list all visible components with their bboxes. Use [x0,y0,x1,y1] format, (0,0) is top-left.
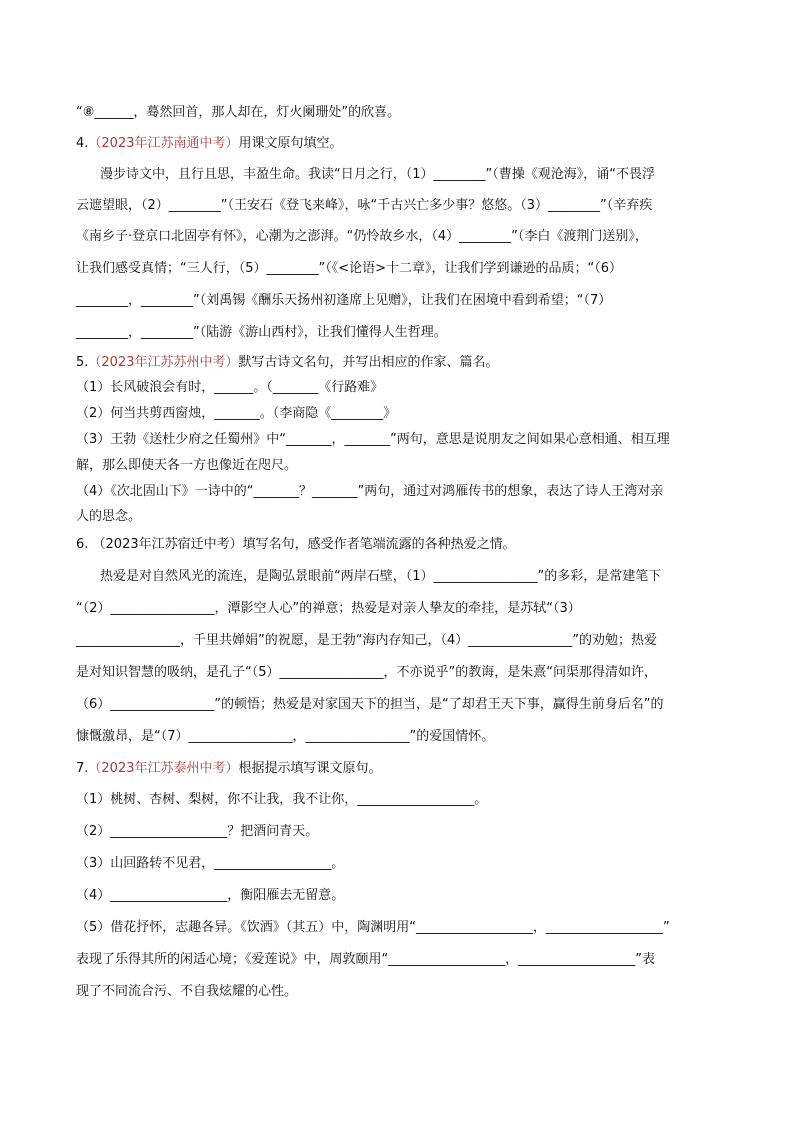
text-line: 解，那么即使天各一方也像近在咫尺。 [76,458,298,473]
text-line: “⑧______，蓦然回首，那人却在，灯火阑珊处”的欣喜。 [76,105,401,120]
text-line: （3）山回路转不见君，__________________。 [76,856,345,871]
text-line: 人的思念。 [76,509,142,524]
text-line: 热爱是对自然风光的流连，是陶弘景眼前“两岸石壁，（1）________________”的多彩，是常建笔下 [100,569,662,584]
question-title: 用课文原句填空。 [238,136,343,151]
text-line: 慷慨激昂，是“（7）________________，________________”的爱国情怀。 [76,729,495,744]
source-tag: （2023年江苏泰州中考） [88,761,239,776]
text-line: “（2）________________，潭影空人心”的禅意；热爱是对亲人挚友的牵挂，是苏轼“（3） [76,601,581,616]
text-line: ________，________”（陆游《游山西村》，让我们懂得人生哲理。 [76,325,447,340]
text-line: （6）________________”的顿悟；热爱是对家国天下的担当，是“了却君王天下事，赢得生前身后名”的 [76,697,664,712]
question-number: 5. [76,355,89,370]
text-line: （1）长风破浪会有时，______。（_______《行路难》 [76,380,384,395]
text-line: 表现了乐得其所的闲适心境；《爱莲说》中，周敦颐用“__________________，__________________”表 [76,952,655,967]
text-line: 让我们感受真情；“三人行，（5）________”（《<论语>十二章》，让我们学到谦逊的品质；“（6） [76,261,623,276]
question-title: 根据提示填写课文原句。 [238,761,382,776]
text-line: 是对知识智慧的吸纳，是孔子“（5）________________，不亦说乎”的教诲，是朱熹“问渠那得清如许， [76,665,657,680]
question-5-heading [76,354,499,372]
source-tag: （2023年江苏苏州中考） [88,355,239,370]
text-line: 《南乡子·登京口北固亭有怀》，心潮为之澎湃。“仍怜故乡水，（4）________”（李白《渡荆门送别》， [76,229,648,244]
text-line: （1）桃树、杏树、梨树，你不让我，我不让你，__________________。 [76,792,488,807]
question-number: 7. [76,761,89,776]
text-line: 现了不同流合污、不自我炫耀的心性。 [76,984,298,999]
text-line: ________________，千里共婵娟”的祝愿，是王勃“海内存知己，（4）________________”的劝勉；热爱 [76,633,657,648]
text-line: （4）《次北固山下》一诗中的“_______？_______”两句，通过对鸿雁传书的想象，表达了诗人王湾对亲 [76,484,664,499]
text-line: 漫步诗文中，且行且思，丰盈生命。我读“日月之行，（1）________”（曹操《观沧海》，诵“不畏浮 [100,167,655,182]
text-line: （4）__________________，衡阳雁去无留意。 [76,888,345,903]
question-7-heading [76,760,382,778]
text-line: ________，________”（刘禹锡《酬乐天扬州初逢席上见赠》，让我们在困境中看到希望；“（7） [76,293,612,308]
text-line: 云遮望眼，（2）________”（王安石《登飞来峰》，咏“千古兴亡多少事？悠悠。（3）________”（辛弃疾 [76,198,653,213]
source-tag: （2023年江苏南通中考） [88,136,239,151]
question-6-heading: 6. （2023年江苏宿迁中考）填写名句，感受作者笔端流露的各种热爱之情。 [76,537,516,552]
text-line: （2）何当共剪西窗烛，_______。（李商隐《________》 [76,406,397,421]
text-line: （3）王勃《送杜少府之任蜀州》中“_______，_______”两句，意思是说朋友之间如果心意相通、相互理 [76,432,670,447]
question-title: 默写古诗文名句，并写出相应的作家、篇名。 [238,355,499,370]
text-line: （2）__________________？把酒问青天。 [76,824,319,839]
text-line: （5）借花抒怀，志趣各异。《饮酒》（其五）中，陶渊明用“__________________，__________________” [76,920,670,935]
question-4-heading [76,135,343,153]
question-number: 4. [76,136,89,151]
